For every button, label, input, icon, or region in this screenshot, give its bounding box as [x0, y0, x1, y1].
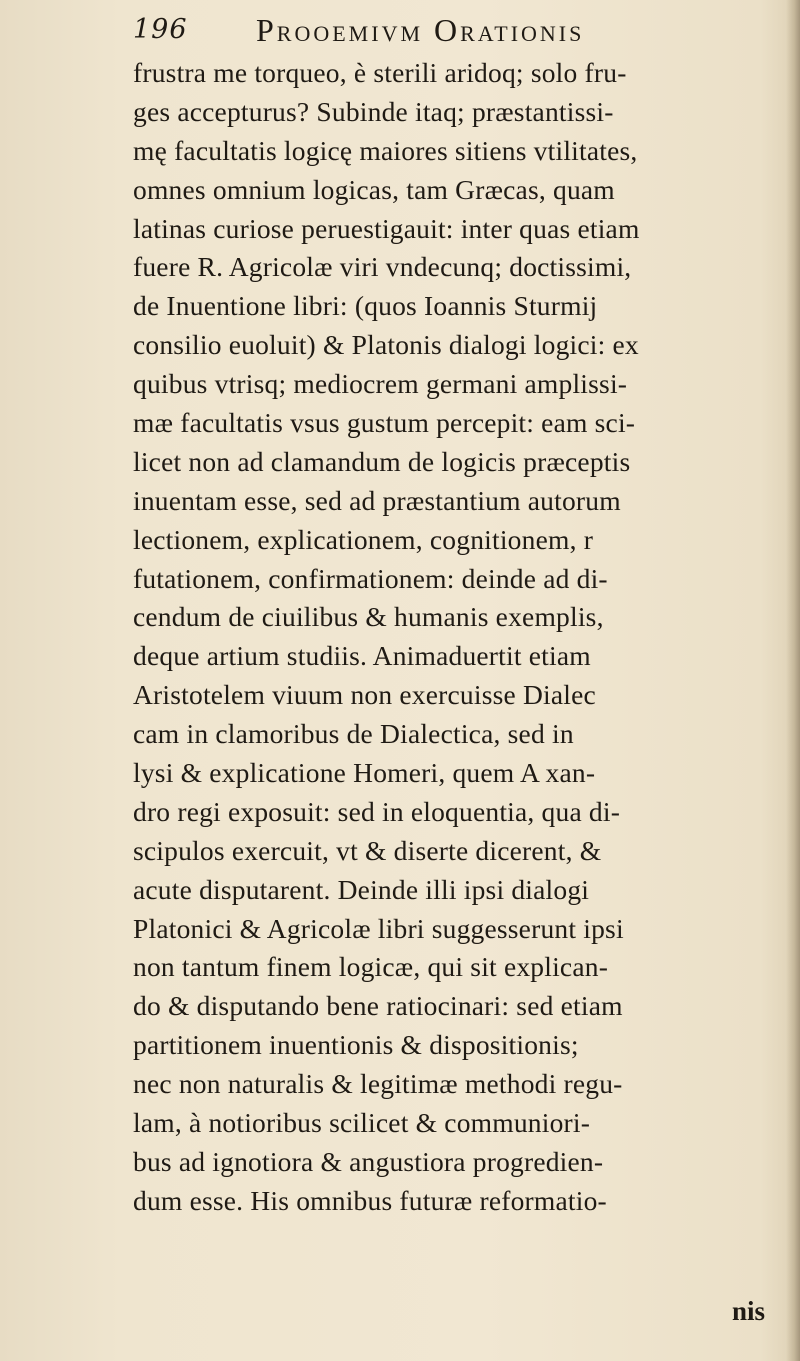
page-number: 196 [133, 14, 188, 45]
text-line: cam in clamoribus de Dialectica, sed in [133, 718, 574, 750]
text-line: de Inuentione libri: (quos Ioannis Sturmij [133, 290, 598, 322]
text-line: ges accepturus? Subinde itaq; præstantissi- [133, 95, 614, 127]
text-line: mæ facultatis vsus gustum percepit: eam sci- [133, 407, 636, 439]
text-line: omnes omnium logicas, tam Græcas, quam [133, 173, 615, 205]
text-line: lysi & explicatione Homeri, quem A xan- [133, 757, 596, 789]
text-line: latinas curiose peruestigauit: inter quas etiam [133, 212, 640, 244]
text-line: Aristotelem viuum non exercuisse Dialec [133, 679, 596, 711]
text-line: futationem, confirmationem: deinde ad di- [133, 562, 608, 594]
text-line: deque artium studiis. Animaduertit etiam [133, 640, 591, 672]
page-header [133, 6, 773, 56]
text-line: frustra me torqueo, è sterili aridoq; solo fru- [133, 57, 627, 88]
text-line: do & disputando bene ratiocinari: sed etiam [133, 990, 623, 1022]
text-line: lam, à notioribus scilicet & communiori- [133, 1107, 591, 1139]
page-edge-shadow [786, 0, 800, 1361]
text-line: dro regi exposuit: sed in eloquentia, qua di- [133, 795, 621, 827]
catchword: nis [732, 1296, 766, 1326]
text-line: lectionem, explicationem, cognitionem, r [133, 523, 594, 555]
text-line: mę facultatis logicę maiores sitiens vtilitates, [133, 134, 638, 166]
text-line: partitionem inuentionis & dispositionis; [133, 1029, 579, 1061]
body-text [133, 54, 773, 1221]
text-line: acute disputarent. Deinde illi ipsi dialogi [133, 873, 590, 905]
text-line: inuentam esse, sed ad præstantium autorum [133, 484, 621, 516]
text-line: scipulos exercuit, vt & diserte dicerent, & [133, 834, 602, 866]
text-line: quibus vtrisq; mediocrem germani amplissi- [133, 368, 628, 400]
text-line: licet non ad clamandum de logicis præceptis [133, 445, 631, 477]
text-line: cendum de ciuilibus & humanis exemplis, [133, 601, 604, 633]
text-line: Platonici & Agricolæ libri suggesserunt ipsi [133, 912, 624, 944]
text-line: fuere R. Agricolæ viri vndecunq; doctissimi, [133, 251, 632, 283]
text-line: bus ad ignotiora & angustiora progredien- [133, 1145, 604, 1177]
text-line: consilio euoluit) & Platonis dialogi logici: ex [133, 329, 639, 361]
text-line: non tantum finem logicæ, qui sit explican- [133, 951, 609, 983]
running-head: Prooemivm Orationis [256, 12, 585, 48]
text-line: nec non naturalis & legitimæ methodi regu- [133, 1068, 623, 1100]
text-line: dum esse. His omnibus futuræ reformatio- [133, 1184, 607, 1216]
